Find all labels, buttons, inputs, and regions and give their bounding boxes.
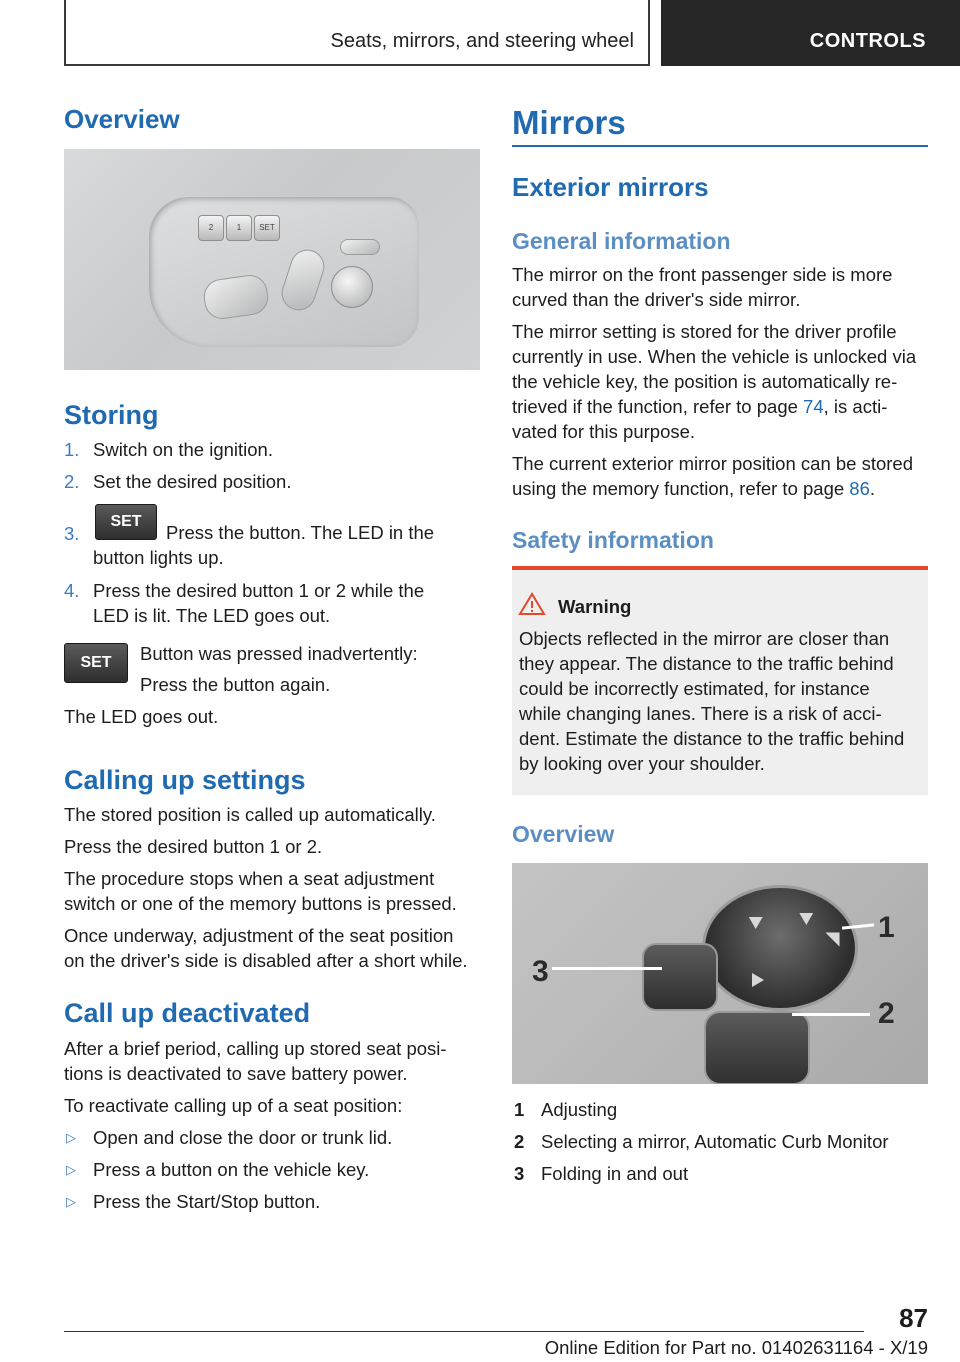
calling-p4a: Once underway, adjustment of the seat position bbox=[64, 925, 454, 946]
general-p3b-post: . bbox=[869, 478, 876, 499]
step-text-3a: Press the button. The LED in the bbox=[166, 522, 435, 543]
memory-set-button: SET bbox=[254, 215, 280, 241]
bullet-icon: ▷ bbox=[66, 1162, 76, 1177]
legend-text-2: Selecting a mirror, Automatic Curb Monitor bbox=[541, 1131, 889, 1152]
mirror-adjust-dial bbox=[702, 885, 858, 1011]
storing-heading: Storing bbox=[64, 400, 159, 430]
general-p2e: vated for this purpose. bbox=[512, 421, 696, 442]
page-link-86[interactable]: 86 bbox=[849, 478, 870, 499]
warning-line-6: by looking over your shoulder. bbox=[519, 753, 765, 774]
warning-label: Warning bbox=[558, 596, 632, 617]
warning-line-5: dent. Estimate the distance to the traffic behind bbox=[519, 728, 905, 749]
mirror-select-switch bbox=[704, 1011, 810, 1084]
memory-button-2: 2 bbox=[198, 215, 224, 241]
general-p2d-post: , is acti‐ bbox=[823, 396, 888, 417]
mirror-controls-image bbox=[512, 863, 928, 1084]
header-section-title: Seats, mirrors, and steering wheel bbox=[330, 30, 634, 52]
general-p2c: the vehicle key, the position is automatically re‐ bbox=[512, 371, 898, 392]
bullet-text-3: Press the Start/Stop button. bbox=[93, 1191, 321, 1212]
seat-control-panel bbox=[149, 197, 419, 347]
mirror-overview-heading: Overview bbox=[512, 821, 615, 847]
headrest-switch bbox=[340, 239, 380, 255]
bullet-text-1: Open and close the door or trunk lid. bbox=[93, 1127, 393, 1148]
bullet-text-2: Press a button on the vehicle key. bbox=[93, 1159, 370, 1180]
bullet-icon: ▷ bbox=[66, 1194, 76, 1209]
memory-button-1: 1 bbox=[226, 215, 252, 241]
step-number-2: 2. bbox=[64, 471, 80, 492]
call-up-deactivated-heading: Call up deactivated bbox=[64, 998, 311, 1028]
warning-line-4: while changing lanes. There is a risk of acci‐ bbox=[519, 703, 882, 724]
mirrors-heading: Mirrors bbox=[512, 104, 626, 141]
general-p2a: The mirror setting is stored for the driver profile bbox=[512, 321, 897, 342]
page-link-74[interactable]: 74 bbox=[803, 396, 824, 417]
fold-mirror-button bbox=[642, 943, 718, 1011]
legend-number-1: 1 bbox=[514, 1099, 525, 1120]
warning-line-3: could be incorrectly estimated, for instance bbox=[519, 678, 870, 699]
step-text-2: Set the desired position. bbox=[93, 471, 292, 492]
safety-information-heading: Safety information bbox=[512, 527, 714, 553]
set-button-icon: SET bbox=[95, 504, 157, 540]
step-text-4b: LED is lit. The LED goes out. bbox=[93, 605, 331, 626]
header-chapter-title: CONTROLS bbox=[809, 30, 926, 52]
note-line-1: Button was pressed inadvertently: bbox=[140, 643, 418, 664]
arrow-icon bbox=[752, 973, 764, 987]
footer-rule bbox=[64, 1331, 864, 1332]
general-p1a: The mirror on the front passenger side is more bbox=[512, 264, 893, 285]
note-line-2: Press the button again. bbox=[140, 674, 331, 695]
general-p2b: currently in use. When the vehicle is unlocked via bbox=[512, 346, 917, 367]
calling-p3a: The procedure stops when a seat adjustment bbox=[64, 868, 435, 889]
step-text-1: Switch on the ignition. bbox=[93, 439, 273, 460]
callout-line-2 bbox=[792, 1013, 870, 1016]
led-goes-out-text: The LED goes out. bbox=[64, 706, 219, 727]
general-p2d bbox=[512, 394, 887, 419]
header-chapter-tab bbox=[661, 0, 960, 66]
warning-line-1: Objects reflected in the mirror are closer than bbox=[519, 628, 890, 649]
legend-number-3: 3 bbox=[514, 1163, 525, 1184]
callout-line-3 bbox=[552, 967, 662, 970]
calling-p3b: switch or one of the memory buttons is pressed. bbox=[64, 893, 457, 914]
general-p3a: The current exterior mirror position can be stored bbox=[512, 453, 914, 474]
callout-3: 3 bbox=[532, 955, 549, 988]
warning-line-2: they appear. The distance to the traffic behind bbox=[519, 653, 894, 674]
step-text-3b: button lights up. bbox=[93, 547, 224, 568]
lumbar-knob bbox=[331, 266, 373, 308]
seat-controls-image bbox=[64, 149, 480, 370]
general-p3b bbox=[512, 476, 875, 501]
deactivated-p1b: tions is deactivated to save battery power. bbox=[64, 1063, 408, 1084]
overview-heading: Overview bbox=[64, 104, 180, 134]
bullet-icon: ▷ bbox=[66, 1130, 76, 1145]
deactivated-p2: To reactivate calling up of a seat position: bbox=[64, 1095, 403, 1116]
footer-edition: Online Edition for Part no. 01402631164 - X/19 bbox=[544, 1337, 928, 1358]
mirrors-heading-rule bbox=[512, 145, 928, 147]
step-text-4a: Press the desired button 1 or 2 while the bbox=[93, 580, 425, 601]
deactivated-p1a: After a brief period, calling up stored seat posi‐ bbox=[64, 1038, 447, 1059]
legend-text-1: Adjusting bbox=[541, 1099, 618, 1120]
calling-p1: The stored position is called up automatically. bbox=[64, 804, 436, 825]
step-number-3: 3. bbox=[64, 523, 80, 544]
calling-p4b: on the driver's side is disabled after a short while. bbox=[64, 950, 468, 971]
legend-text-3: Folding in and out bbox=[541, 1163, 689, 1184]
callout-1: 1 bbox=[878, 911, 895, 944]
legend-number-2: 2 bbox=[514, 1131, 525, 1152]
callout-2: 2 bbox=[878, 997, 895, 1030]
exterior-mirrors-heading: Exterior mirrors bbox=[512, 172, 709, 202]
general-p1b: curved than the driver's side mirror. bbox=[512, 289, 801, 310]
header-section-tab bbox=[64, 0, 650, 66]
general-p2d-pre: trieved if the function, refer to page bbox=[512, 396, 804, 417]
general-information-heading: General information bbox=[512, 228, 731, 254]
set-button-icon-note: SET bbox=[64, 643, 128, 683]
calling-p2: Press the desired button 1 or 2. bbox=[64, 836, 323, 857]
step-number-4: 4. bbox=[64, 580, 80, 601]
calling-up-heading: Calling up settings bbox=[64, 765, 306, 795]
step-number-1: 1. bbox=[64, 439, 80, 460]
warning-triangle-icon bbox=[518, 592, 546, 616]
page-number: 87 bbox=[899, 1303, 928, 1333]
general-p3b-pre: using the memory function, refer to page bbox=[512, 478, 850, 499]
